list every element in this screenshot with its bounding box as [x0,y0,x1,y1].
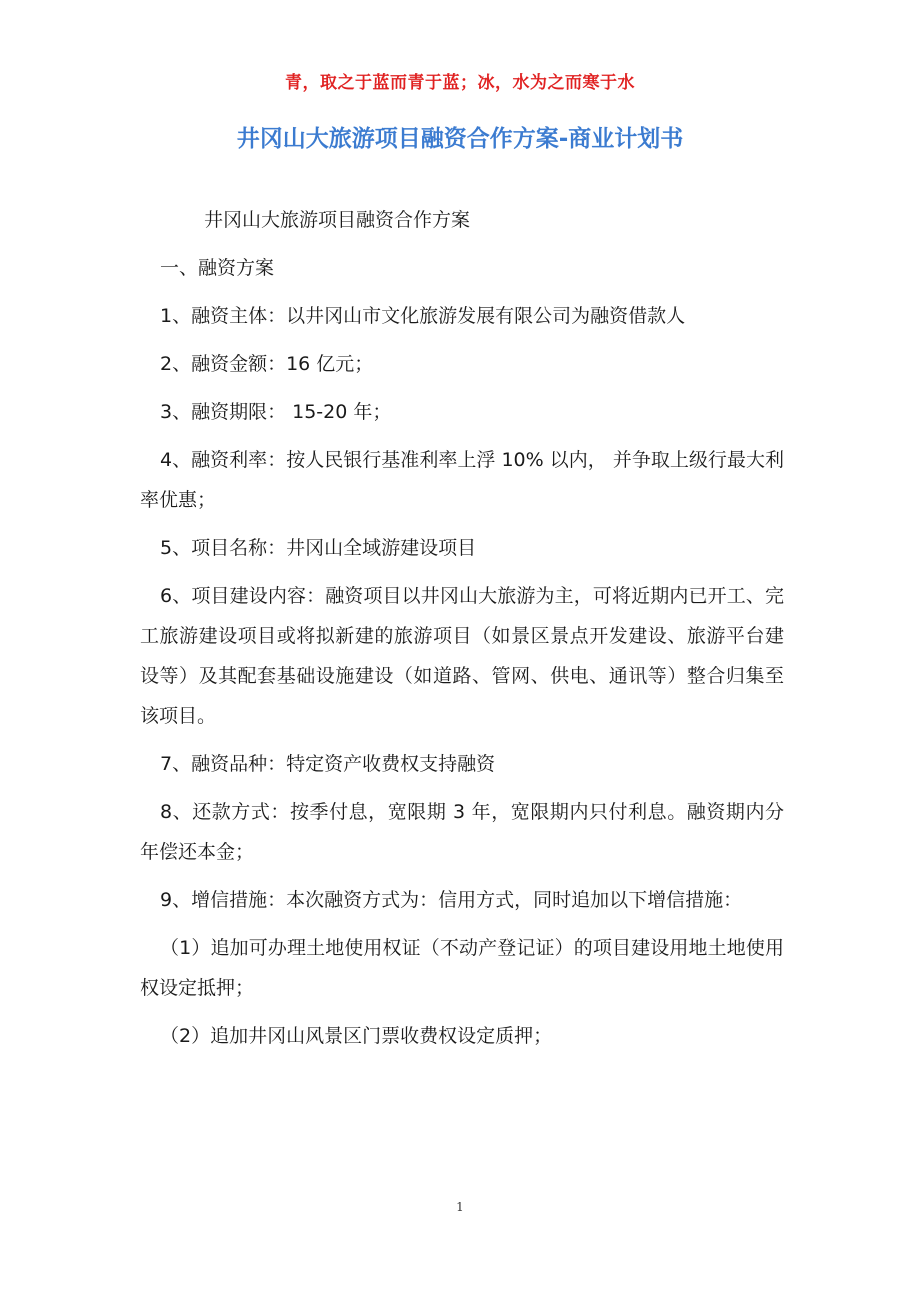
paragraph: 1、融资主体：以井冈山市文化旅游发展有限公司为融资借款人 [160,305,686,327]
paragraph: 8、还款方式：按季付息，宽限期 3 年，宽限期内只付利息。融资期内分年偿还本金； [140,801,784,863]
paragraph: 4、融资利率：按人民银行基准利率上浮 10% 以内， 并争取上级行最大利率优惠； [140,449,784,511]
page-number: 1 [456,1200,464,1214]
section-heading: 一、融资方案 [160,257,275,279]
paragraph: 5、项目名称：井冈山全域游建设项目 [160,537,477,559]
motto-header: 青，取之于蓝而青于蓝；冰，水为之而寒于水 [285,73,635,93]
paragraph: 2、融资金额：16 亿元； [160,353,374,375]
document-body [140,200,784,1064]
paragraph: 3、融资期限： 15-20 年； [160,401,392,423]
document-title: 井冈山大旅游项目融资合作方案-商业计划书 [236,126,684,152]
paragraph: 7、融资品种：特定资产收费权支持融资 [160,753,496,775]
paragraph: （1）追加可办理土地使用权证（不动产登记证）的项目建设用地土地使用权设定抵押； [140,937,784,999]
paragraph: 6、项目建设内容：融资项目以井冈山大旅游为主，可将近期内已开工、完工旅游建设项目或将拟新建的旅游项目（如景区景点开发建设、旅游平台建设等）及其配套基础设施建设（如道路、管网、供电、通讯等）整合归集至该项目。 [140,585,784,727]
paragraph: （2）追加井冈山风景区门票收费权设定质押； [160,1025,553,1047]
plan-heading: 井冈山大旅游项目融资合作方案 [204,209,471,231]
paragraph: 9、增信措施：本次融资方式为：信用方式，同时追加以下增信措施： [160,889,743,911]
